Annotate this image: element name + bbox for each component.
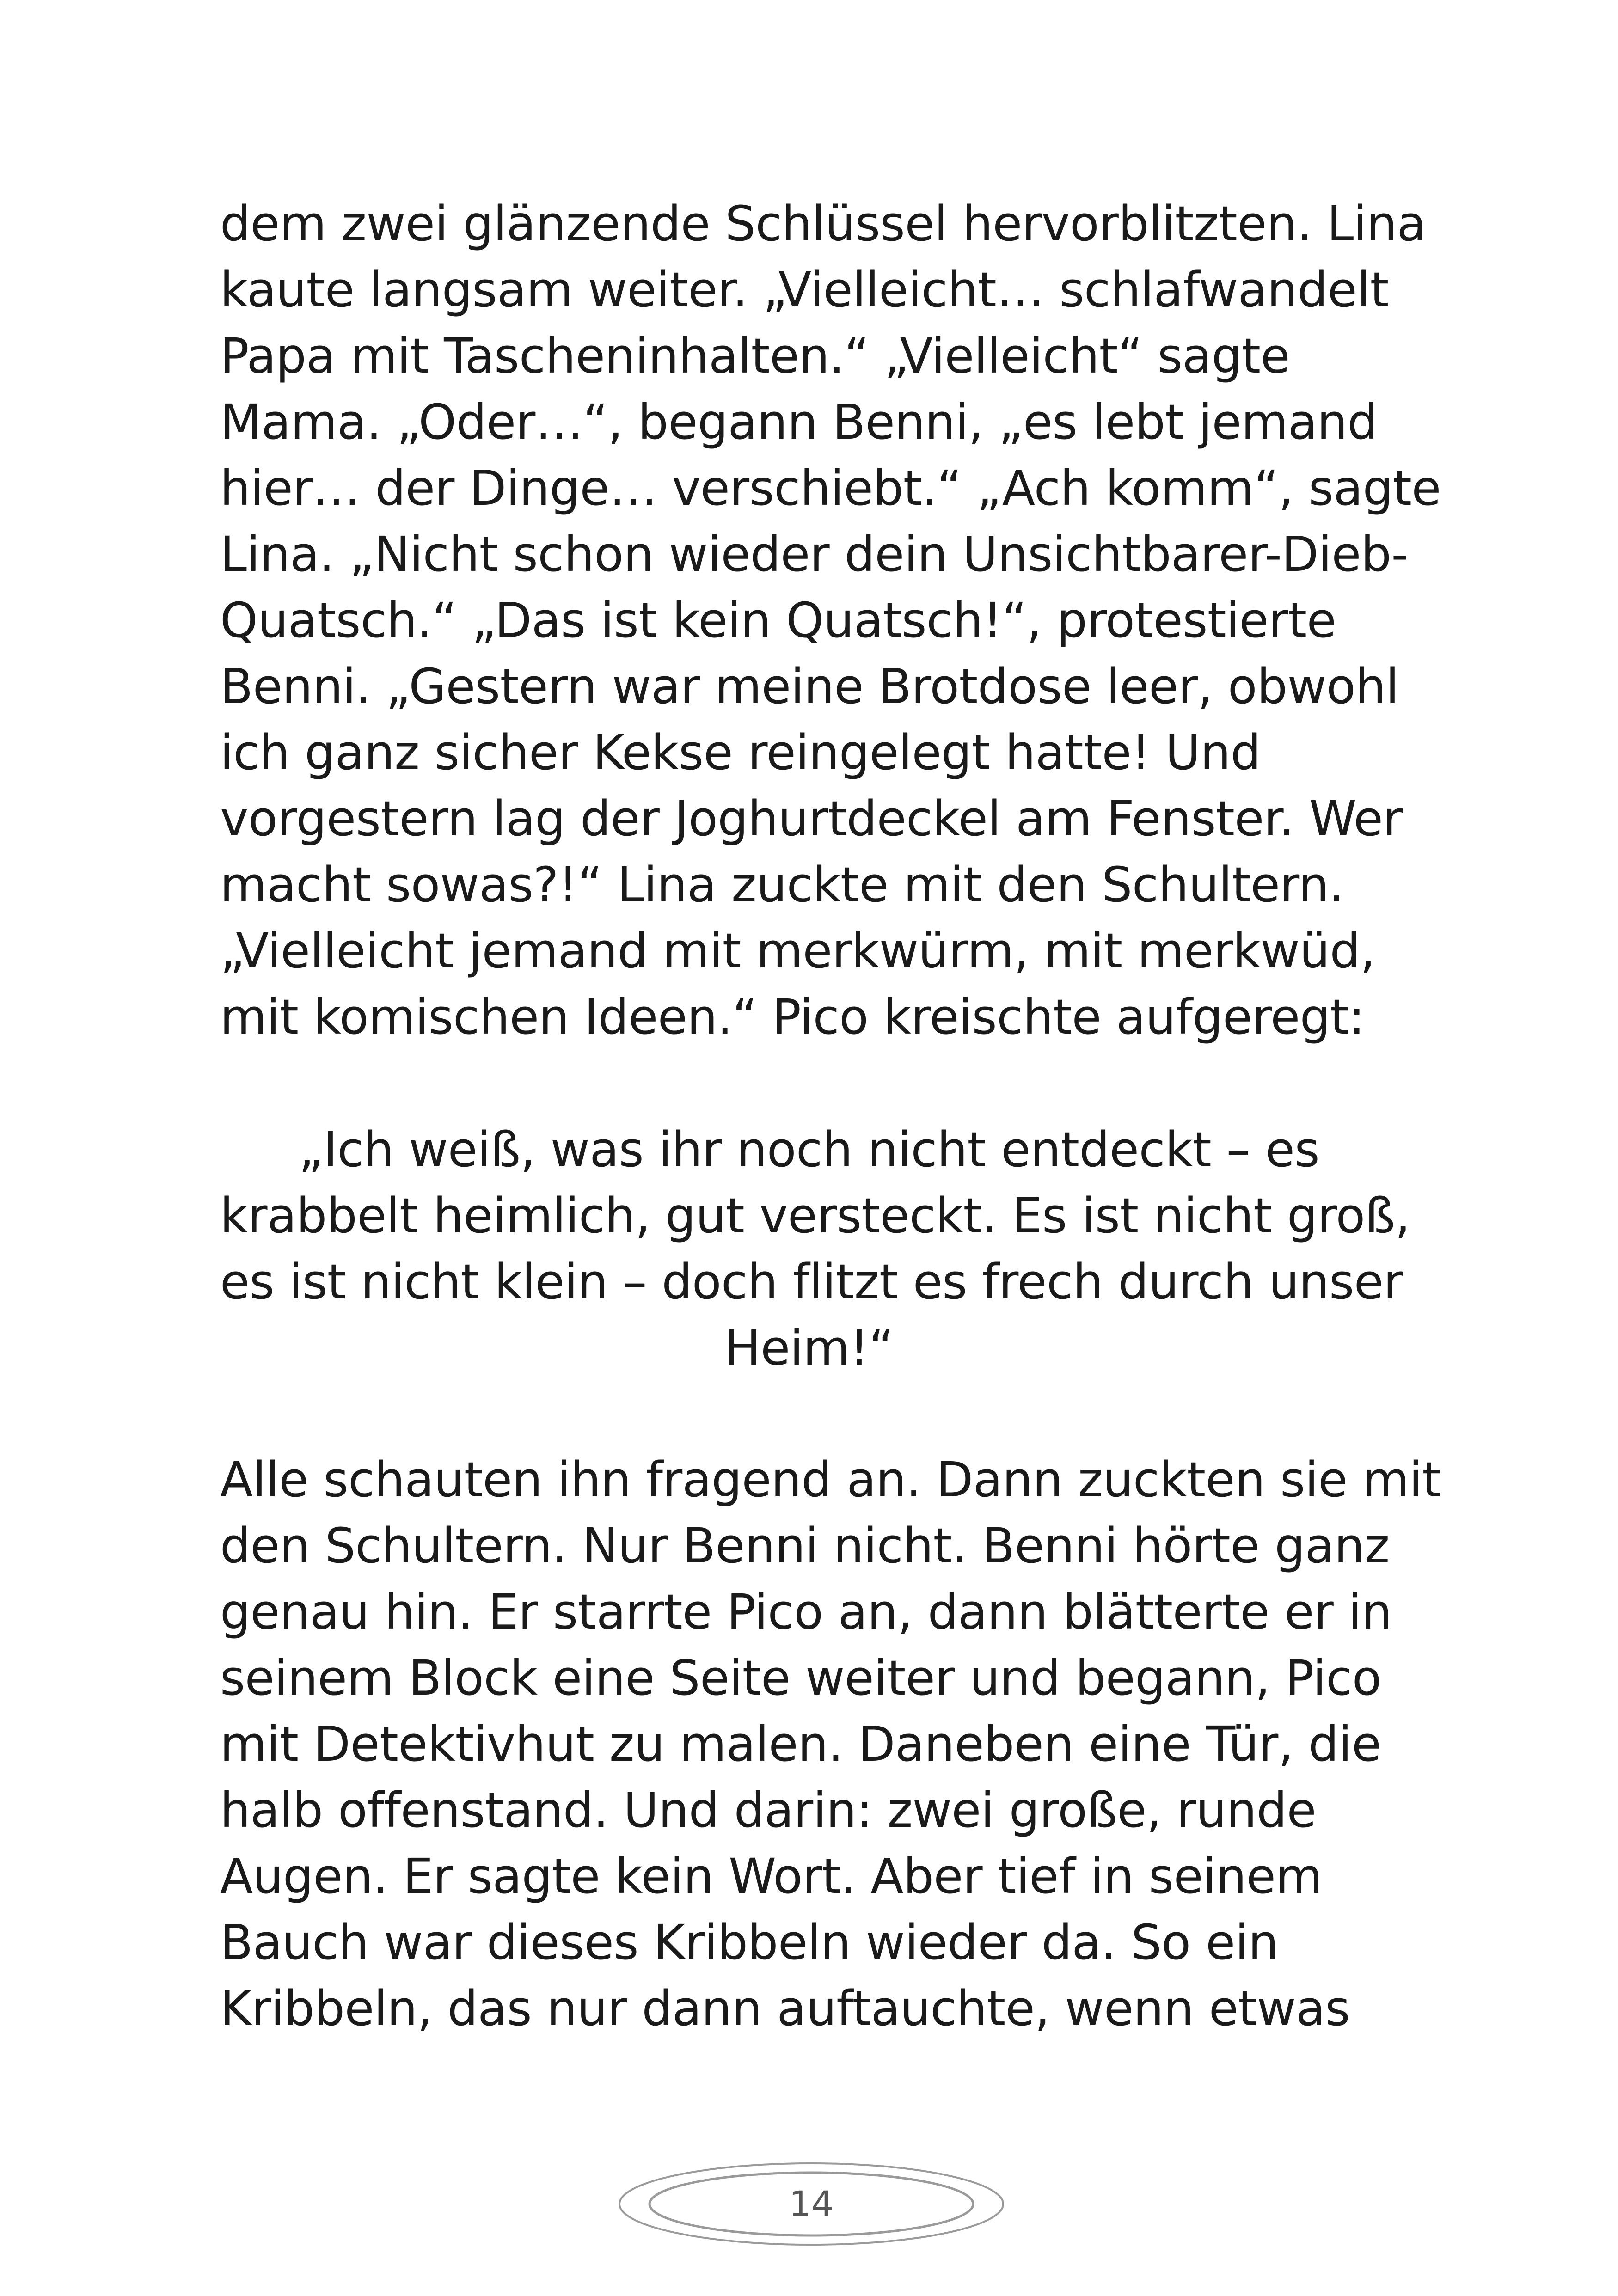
text-line: Lina. „Nicht schon wieder dein Unsichtbarer-Dieb-	[220, 526, 1409, 582]
text-line: ich ganz sicher Kekse reingelegt hatte! Und	[220, 724, 1261, 781]
paragraph-2	[220, 1447, 1441, 2042]
text-line: kaute langsam weiter. „Vielleicht… schlafwandelt	[220, 262, 1389, 318]
page-number-badge	[617, 2160, 1005, 2248]
text-line: dem zwei glänzende Schlüssel hervorblitzten. Lina	[220, 196, 1426, 252]
verse-line: es ist nicht klein – doch flitzt es frech durch unser	[220, 1254, 1403, 1310]
verse-line: krabbelt heimlich, gut versteckt. Es ist nicht groß,	[220, 1188, 1410, 1244]
text-line: den Schultern. Nur Benni nicht. Benni hörte ganz	[220, 1518, 1390, 1574]
page-number: 14	[789, 2183, 834, 2224]
text-line: halb offenstand. Und darin: zwei große, runde	[220, 1782, 1317, 1838]
text-line: genau hin. Er starrte Pico an, dann blätterte er in	[220, 1584, 1392, 1640]
text-line: mit komischen Ideen.“ Pico kreischte aufgeregt:	[220, 989, 1365, 1045]
text-line: Papa mit Tascheninhalten.“ „Vielleicht“ sagte	[220, 328, 1290, 384]
text-line: Alle schauten ihn fragend an. Dann zuckten sie mit	[220, 1451, 1441, 1508]
paragraph-1	[220, 191, 1441, 1050]
text-line: „Vielleicht jemand mit merkwürm, mit merkwüd,	[220, 923, 1375, 979]
verse-line: „Ich weiß, was ihr noch nicht entdeckt – es	[299, 1121, 1319, 1178]
text-line: Augen. Er sagte kein Wort. Aber tief in seinem	[220, 1848, 1323, 1904]
text-line: mit Detektivhut zu malen. Daneben eine Tür, die	[220, 1716, 1381, 1772]
text-line: seinem Block eine Seite weiter und begann, Pico	[220, 1650, 1381, 1706]
text-line: Quatsch.“ „Das ist kein Quatsch!“, protestierte	[220, 592, 1336, 649]
text-line: Bauch war dieses Kribbeln wieder da. So ein	[220, 1914, 1279, 1971]
rhyme-verse	[220, 1117, 1410, 1381]
text-line: vorgestern lag der Joghurtdeckel am Fenster. Wer	[220, 790, 1403, 847]
text-line: hier… der Dinge… verschiebt.“ „Ach komm“, sagte	[220, 460, 1441, 516]
text-line: Mama. „Oder…“, begann Benni, „es lebt jemand	[220, 394, 1378, 450]
text-line: Kribbeln, das nur dann auftauchte, wenn etwas	[220, 1980, 1350, 2037]
text-line: macht sowas?!“ Lina zuckte mit den Schultern.	[220, 857, 1344, 913]
text-line: Benni. „Gestern war meine Brotdose leer, obwohl	[220, 658, 1399, 715]
verse-line: Heim!“	[724, 1320, 894, 1376]
